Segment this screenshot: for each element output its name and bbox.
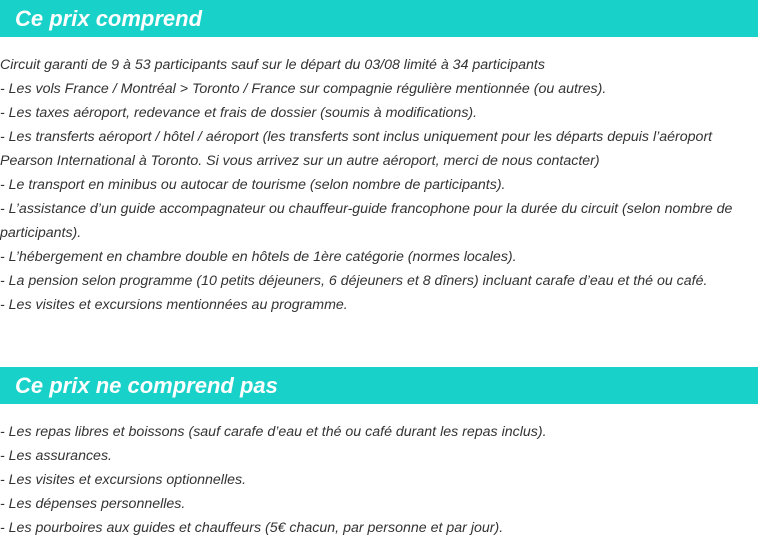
included-section-title: Ce prix comprend — [0, 0, 758, 37]
excluded-item: - Les visites et excursions optionnelles. — [0, 472, 247, 488]
included-list — [0, 53, 745, 317]
excluded-section-title: Ce prix ne comprend pas — [0, 367, 758, 404]
included-item: - Les visites et excursions mentionnées au programme. — [0, 297, 348, 313]
included-item: Circuit garanti de 9 à 53 participants sauf sur le départ du 03/08 limité à 34 participants — [0, 57, 545, 73]
included-item: - La pension selon programme (10 petits déjeuners, 6 déjeuners et 8 dîners) incluant carafe d’eau et thé ou café. — [0, 273, 708, 289]
included-item: - Les taxes aéroport, redevance et frais de dossier (soumis à modifications). — [0, 105, 478, 121]
excluded-item: - Les pourboires aux guides et chauffeurs (5€ chacun, par personne et par jour). — [0, 520, 504, 536]
included-item: - L’hébergement en chambre double en hôtels de 1ère catégorie (normes locales). — [0, 249, 517, 265]
excluded-list — [0, 420, 745, 540]
included-item: - Les transferts aéroport / hôtel / aéroport (les transferts sont inclus uniquement pour les départs depuis l’aéroport Pearson International à Toronto. Si vous arrivez sur un autre aéroport, merci de nous contacter) — [0, 129, 713, 169]
included-item: - Le transport en minibus ou autocar de tourisme (selon nombre de participants). — [0, 177, 506, 193]
excluded-item: - Les assurances. — [0, 448, 112, 464]
included-item: - Les vols France / Montréal > Toronto / France sur compagnie régulière mentionnée (ou autres). — [0, 81, 607, 97]
included-item: - L’assistance d’un guide accompagnateur ou chauffeur-guide francophone pour la durée du circuit (selon nombre de participants). — [0, 201, 733, 241]
excluded-item: - Les dépenses personnelles. — [0, 496, 186, 512]
excluded-item: - Les repas libres et boissons (sauf carafe d’eau et thé ou café durant les repas inclus). — [0, 424, 547, 440]
